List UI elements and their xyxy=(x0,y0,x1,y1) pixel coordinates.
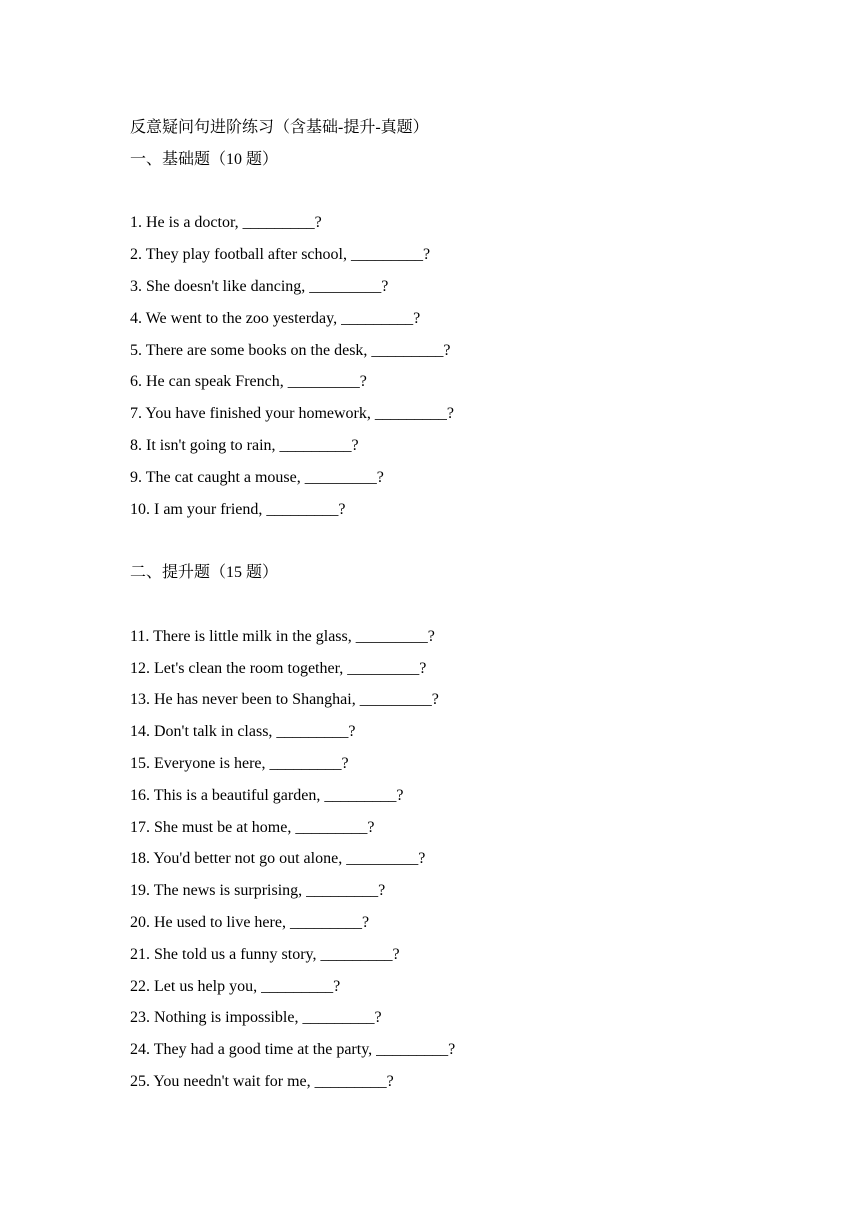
question-item: 16. This is a beautiful garden, _________? xyxy=(130,786,404,804)
question-item: 19. The news is surprising, _________? xyxy=(130,882,386,900)
question-item: 11. There is little milk in the glass, _________? xyxy=(130,627,435,645)
section-heading-advanced: 二、提升题（15 题） xyxy=(130,564,279,582)
question-item: 14. Don't talk in class, _________? xyxy=(130,723,356,741)
question-item: 5. There are some books on the desk, _________? xyxy=(130,341,451,359)
question-item: 3. She doesn't like dancing, _________? xyxy=(130,277,389,295)
question-item: 20. He used to live here, _________? xyxy=(130,913,370,931)
document-page xyxy=(130,112,770,1098)
question-item: 8. It isn't going to rain, _________? xyxy=(130,436,359,454)
question-item: 6. He can speak French, _________? xyxy=(130,373,367,391)
spacer xyxy=(130,525,770,557)
question-item: 1. He is a doctor, _________? xyxy=(130,214,322,232)
question-item: 24. They had a good time at the party, _________? xyxy=(130,1041,456,1059)
question-item: 4. We went to the zoo yesterday, _________? xyxy=(130,309,421,327)
spacer xyxy=(130,589,770,621)
question-list-basic xyxy=(130,207,770,525)
question-item: 9. The cat caught a mouse, _________? xyxy=(130,468,384,486)
question-item: 17. She must be at home, _________? xyxy=(130,818,375,836)
question-list-advanced xyxy=(130,621,770,1098)
section-heading-basic: 一、基础题（10 题） xyxy=(130,150,279,168)
question-item: 12. Let's clean the room together, _________? xyxy=(130,659,427,677)
spacer xyxy=(130,176,770,208)
question-item: 25. You needn't wait for me, _________? xyxy=(130,1072,394,1090)
question-item: 22. Let us help you, _________? xyxy=(130,977,341,995)
question-item: 21. She told us a funny story, _________? xyxy=(130,945,400,963)
question-item: 7. You have finished your homework, _________? xyxy=(130,405,454,423)
document-title: 反意疑问句进阶练习（含基础-提升-真题） xyxy=(130,119,429,136)
question-item: 10. I am your friend, _________? xyxy=(130,500,346,518)
question-item: 15. Everyone is here, _________? xyxy=(130,754,349,772)
question-item: 13. He has never been to Shanghai, _________? xyxy=(130,691,439,709)
question-item: 18. You'd better not go out alone, _________? xyxy=(130,850,426,868)
question-item: 23. Nothing is impossible, _________? xyxy=(130,1009,382,1027)
question-item: 2. They play football after school, _________? xyxy=(130,246,431,264)
